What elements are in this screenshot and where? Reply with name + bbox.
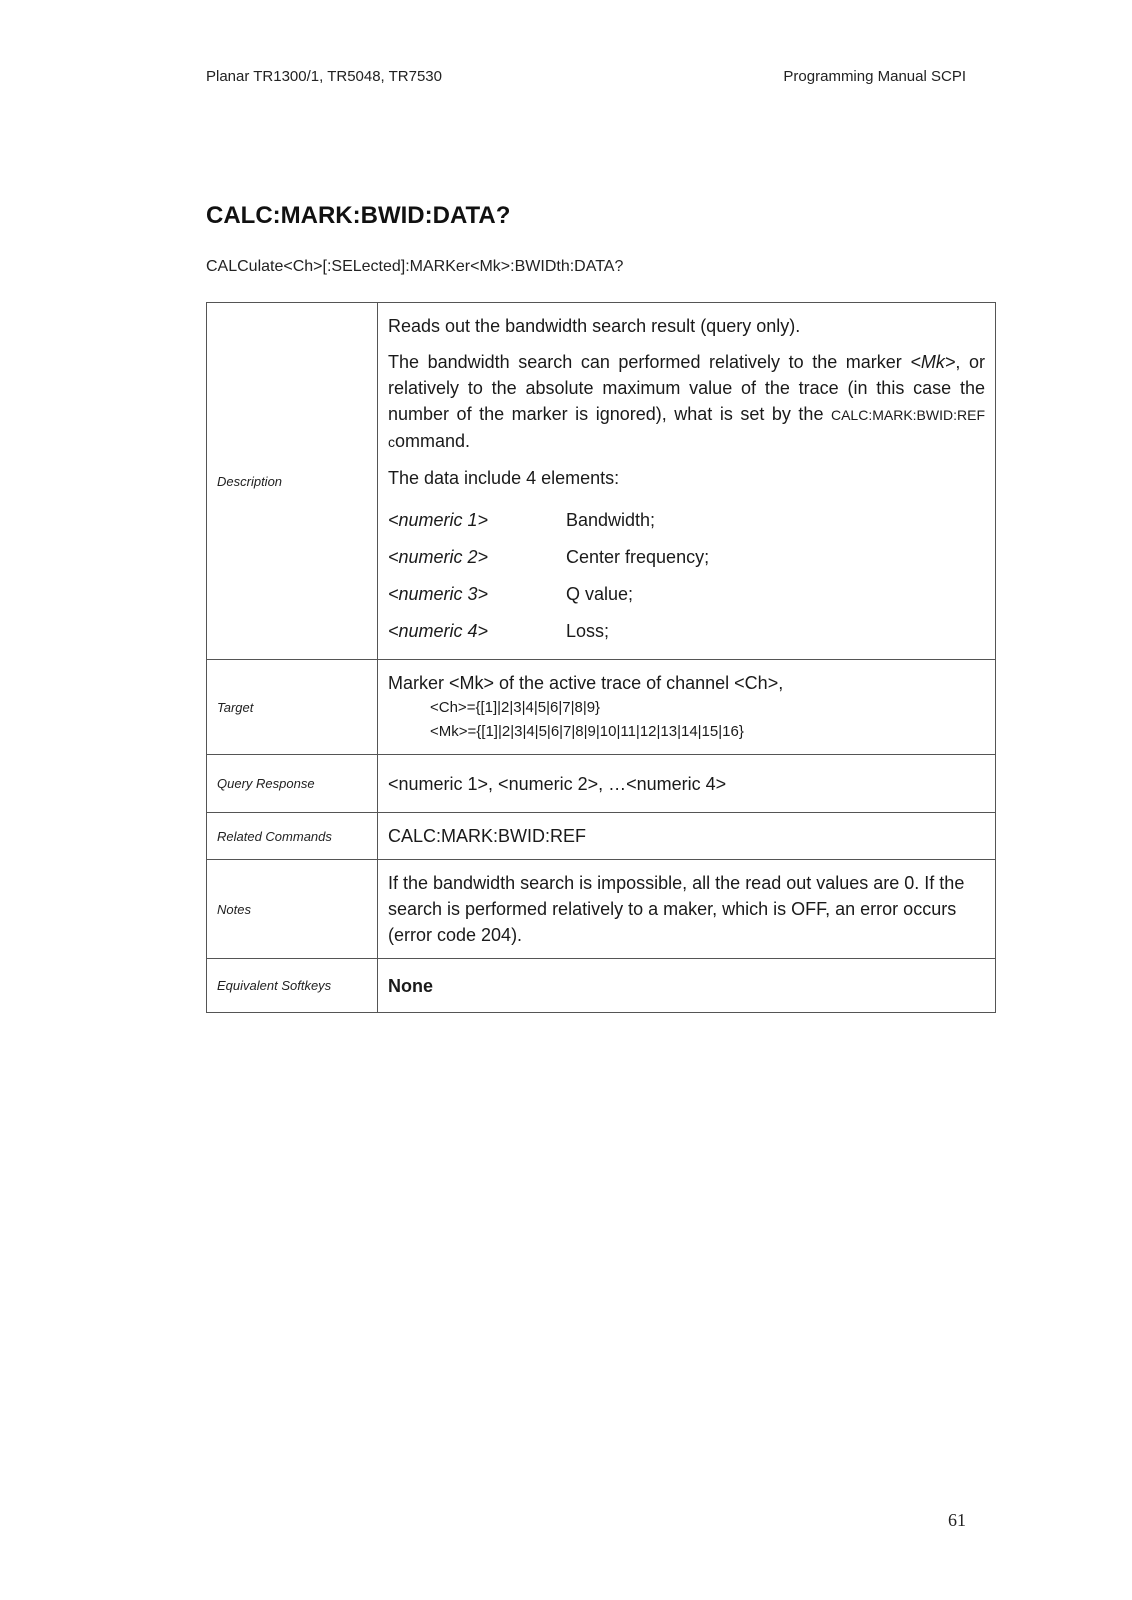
notes-label: Notes — [207, 860, 378, 959]
description-p3: The data include 4 elements: — [388, 468, 620, 488]
query-response-label: Query Response — [207, 755, 378, 813]
page-number: 61 — [948, 1510, 966, 1530]
element-row — [388, 501, 985, 538]
element-row — [388, 538, 985, 575]
notes-value: If the bandwidth search is impossible, all the read out values are 0. If the search is performed relatively to a maker, which is OFF, an error occurs (error code 204). — [378, 860, 996, 959]
description-row — [207, 303, 996, 660]
target-label: Target — [207, 660, 378, 755]
element-desc: Loss; — [566, 620, 610, 641]
target-line2: <Ch>={[1]|2|3|4|5|6|7|8|9} — [430, 699, 601, 716]
description-p2-text-b: , or relatively to the absolute maximum value of the trace (in this case the number of the marker is ignored), what is set by the — [388, 352, 985, 424]
query-response-value: <numeric 1>, <numeric 2>, …<numeric 4> — [378, 755, 996, 813]
description-p2-cmd: CALC:MARK:BWID:REF c — [388, 407, 985, 450]
softkeys-value: None — [378, 959, 996, 1013]
element-row — [388, 612, 985, 649]
related-commands-row — [207, 813, 996, 860]
description-p2-text-c: ommand. — [395, 431, 471, 451]
element-desc: Bandwidth; — [566, 509, 656, 530]
notes-row — [207, 860, 996, 959]
element-name: <numeric 3> — [388, 583, 489, 604]
target-line1: Marker <Mk> of the active trace of channel <Ch>, — [388, 673, 784, 693]
page-title: CALC:MARK:BWID:DATA? — [206, 202, 511, 229]
element-name: <numeric 2> — [388, 546, 489, 567]
softkeys-label: Equivalent Softkeys — [207, 959, 378, 1013]
element-name: <numeric 1> — [388, 509, 489, 530]
description-value — [378, 303, 996, 660]
description-p1: Reads out the bandwidth search result (query only). — [388, 316, 801, 336]
target-line3: <Mk>={[1]|2|3|4|5|6|7|8|9|10|11|12|13|14|15|16} — [430, 723, 744, 740]
description-p2-mk: <Mk> — [910, 352, 956, 372]
element-row — [388, 575, 985, 612]
related-commands-value: CALC:MARK:BWID:REF — [378, 813, 996, 860]
command-table — [206, 302, 996, 1013]
target-value — [378, 660, 996, 755]
description-label: Description — [207, 303, 378, 660]
element-desc: Q value; — [566, 583, 634, 604]
query-response-row — [207, 755, 996, 813]
description-p2-text: The bandwidth search can performed relatively to the marker — [388, 352, 911, 372]
softkeys-row — [207, 959, 996, 1013]
element-desc: Center frequency; — [566, 546, 710, 567]
element-name: <numeric 4> — [388, 620, 489, 641]
description-p2 — [388, 349, 985, 455]
header-left: Planar TR1300/1, TR5048, TR7530 — [206, 68, 442, 85]
target-row — [207, 660, 996, 755]
command-syntax: CALCulate<Ch>[:SELected]:MARKer<Mk>:BWIDth:DATA? — [206, 258, 624, 275]
related-commands-label: Related Commands — [207, 813, 378, 860]
header-right: Programming Manual SCPI — [783, 68, 966, 85]
